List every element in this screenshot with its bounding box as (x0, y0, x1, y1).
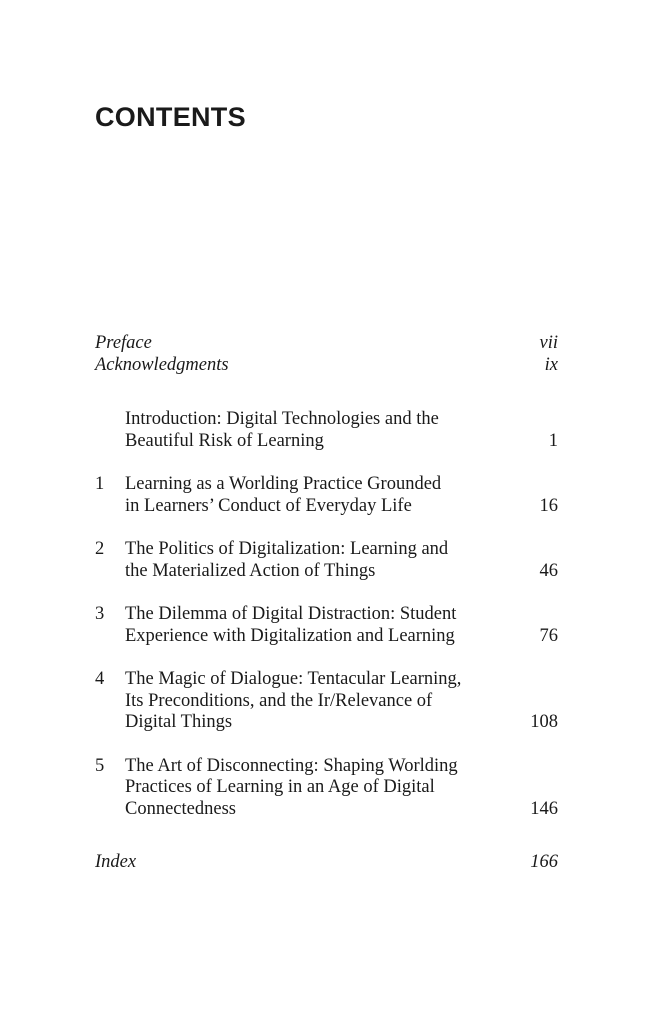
chapter-number: 5 (95, 755, 105, 776)
chapter-title (125, 604, 518, 647)
toc-entry-preface[interactable] (95, 333, 558, 355)
chapter-title-line: Beautiful Risk of Learning (125, 430, 324, 451)
chapter-title-line: Experience with Digitalization and Learning (125, 625, 455, 646)
chapter-page: 76 (539, 625, 558, 646)
chapter-title (125, 409, 518, 452)
chapter-title-line: Introduction: Digital Technologies and the (125, 409, 439, 429)
chapter-title-line: Practices of Learning in an Age of Digital (125, 777, 435, 797)
chapter-title (125, 474, 518, 517)
toc-entry-acknowledgments[interactable] (95, 355, 558, 377)
toc-entry-title: Index (95, 852, 137, 872)
chapter-title-line: The Politics of Digitalization: Learning and (125, 539, 449, 559)
chapter-title (125, 756, 518, 821)
toc-entry-chapter-3[interactable] (95, 604, 558, 647)
chapter-number: 1 (95, 474, 105, 494)
chapter-page: 146 (530, 798, 558, 819)
toc-entry-chapter-2[interactable] (95, 539, 558, 582)
toc-entry-introduction[interactable] (95, 409, 558, 452)
chapter-list (95, 409, 558, 842)
chapter-title-line: The Art of Disconnecting: Shaping Worlding (125, 755, 458, 776)
chapter-page: 108 (530, 712, 558, 732)
chapter-title (125, 539, 518, 582)
page-title: CONTENTS (95, 102, 246, 132)
chapter-title-line: the Materialized Action of Things (125, 560, 376, 581)
chapter-page: 46 (539, 560, 558, 581)
toc-entry-page: ix (544, 354, 558, 375)
chapter-title-line: Digital Things (125, 712, 233, 732)
front-matter-list (95, 333, 558, 376)
toc-entry-chapter-5[interactable] (95, 756, 558, 821)
chapter-title-line: Its Preconditions, and the Ir/Relevance of (125, 690, 433, 711)
toc-entry-chapter-1[interactable] (95, 474, 558, 517)
chapter-number: 4 (95, 669, 105, 689)
toc-entry-title: Preface (95, 333, 152, 353)
chapter-title-line: The Dilemma of Digital Distraction: Student (125, 604, 457, 624)
toc-entry-index[interactable] (95, 852, 558, 874)
chapter-title-line: Learning as a Worlding Practice Grounded (125, 474, 442, 494)
toc-entry-page: 166 (530, 852, 558, 872)
chapter-title (125, 669, 518, 734)
toc-entry-page: vii (539, 333, 558, 353)
toc-entry-title: Acknowledgments (95, 354, 229, 375)
toc-entry-chapter-4[interactable] (95, 669, 558, 734)
chapter-title-line: The Magic of Dialogue: Tentacular Learning, (125, 669, 462, 689)
chapter-page: 16 (539, 495, 558, 516)
chapter-title-line: Connectedness (125, 798, 236, 819)
chapter-page: 1 (548, 430, 558, 451)
chapter-number: 2 (95, 539, 105, 559)
chapter-title-line: in Learners’ Conduct of Everyday Life (125, 495, 412, 516)
chapter-number: 3 (95, 604, 105, 624)
